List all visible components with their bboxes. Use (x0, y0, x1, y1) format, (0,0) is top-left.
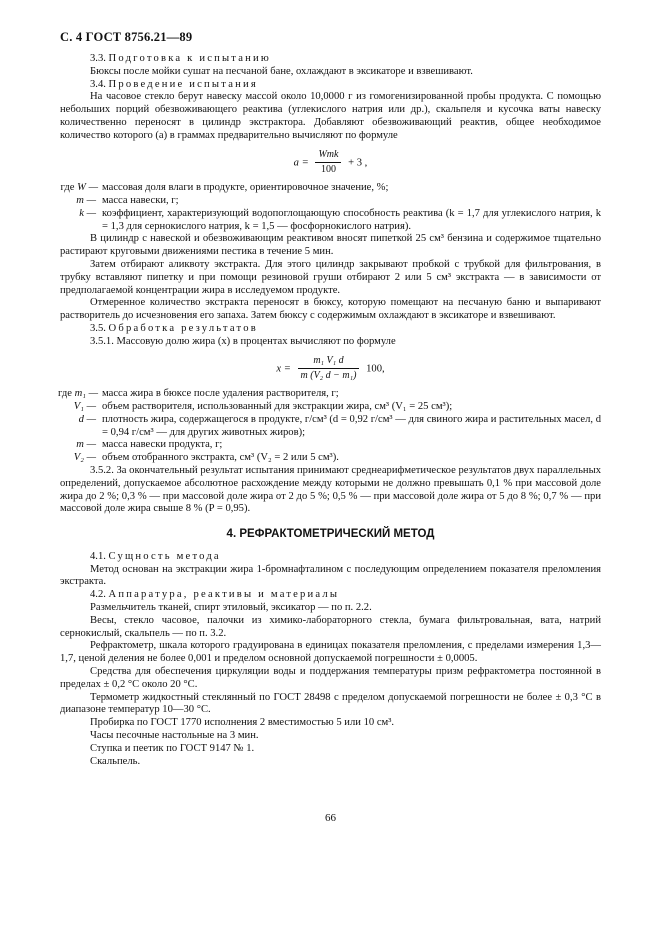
section-title: Аппаратура, реактивы и материалы (108, 589, 340, 601)
formula-fraction (298, 355, 360, 384)
list-item: Средства для обеспечения циркуляции воды и поддержания температуры призм рефрактометра постоянной в пределах ± 0,2 °С около 20 °С. (60, 666, 601, 690)
paragraph: Отмеренное количество экстракта переносят в бюксу, которую помещают на песчаную баню и выпаривают растворитель до исчезновения его запаха. Затем бюксу с содержимым охлаждают в эксикаторе и взвешивают. (60, 297, 601, 322)
definition-text: масса навески, г; (102, 194, 179, 206)
paragraph: Затем отбирают аликвоту экстракта. Для этого цилиндр закрывают пробкой с трубкой для фильтрования, в трубку вставляют пипетку и при помощи резиновой груши отбирают 2 или 5 см³ экстракта — в зависимости от предполагаемой концентрации жира в исследуемом продукте. (60, 258, 601, 296)
list-item: Термометр жидкостный стеклянный по ГОСТ 28498 с пределом допускаемой погрешности не более ± 0,3 °С в диапазоне температур 10—30 °С. (60, 691, 601, 716)
page-body (60, 53, 601, 768)
definition-V1 (60, 401, 601, 414)
section-number: 3.4. (90, 78, 106, 90)
definition-symbol: m — (76, 439, 96, 451)
definition-symbol (58, 182, 98, 195)
where-word: где (60, 182, 75, 194)
paragraph: Метод основан на экстракции жира 1-бромнафталином с последующим определением показателя преломления экстракта. (60, 563, 601, 588)
definition-symbol (58, 388, 98, 401)
definition-text: масса навески продукта, г; (102, 439, 223, 451)
definition-V2 (60, 452, 601, 465)
section-4-heading: 4. РЕФРАКТОМЕТРИЧЕСКИЙ МЕТОД (226, 528, 435, 541)
formula-numerator: m₁ V₁ d (298, 355, 360, 370)
definition-m (60, 439, 601, 452)
formula-fraction (315, 149, 341, 178)
list-item: Размельчитель тканей, спирт этиловый, эксикатор — по п. 2.2. (90, 602, 372, 614)
section-3-4-heading (60, 79, 601, 92)
formula-rest: + 3 , (348, 157, 368, 169)
section-3-3-heading (60, 53, 601, 66)
section-title: Подготовка к испытанию (108, 53, 272, 64)
definition-symbol: d — (78, 413, 96, 425)
definition-symbol: V₁ — (73, 400, 96, 412)
page-number: 66 (325, 812, 336, 824)
paragraph: 3.5.2. За окончательный результат испытания принимают среднеарифметическое результатов двух параллельных определений, допускаемое абсолютное расхождение между которыми не должно превышать 0,1 % при массовой доле жира до 2 %; 0,3 % — при массовой доле жира от 2 до 5 %; 0,5 % — при массовой доле жира от 5 до 8 %; 0,7 % — при массовой доле жира свыше 8 % (P = 0,95). (60, 464, 601, 515)
section-3-5-heading (60, 323, 601, 336)
paragraph: Бюксы после мойки сушат на песчаной бане, охлаждают в эксикаторе и взвешивают. (90, 65, 473, 77)
symbol-text: m₁ — (74, 388, 98, 400)
paragraph: В цилиндр с навеской и обезвоживающим реактивом вносят пипеткой 25 см³ бензина и содержимое тщательно растирают круговыми движениями пестика в течение 5 мин. (60, 233, 601, 258)
page-header: С. 4 ГОСТ 8756.21—89 (60, 30, 193, 44)
section-title: Проведение испытания (108, 78, 258, 90)
definition-text: массовая доля влаги в продукте, ориентировочное значение, %; (102, 182, 389, 194)
section-4-2-heading (60, 589, 601, 602)
formula-numerator: Wmk (315, 149, 341, 164)
paragraph: 3.5.1. Массовую долю жира (x) в процентах вычисляют по формуле (90, 335, 396, 347)
definition-text: объем отобранного экстракта, см³ (V₂ = 2 или 5 см³). (102, 452, 339, 464)
definition-symbol: k — (79, 207, 96, 219)
section-number: 3.5. (90, 322, 106, 334)
section-title: Обработка результатов (108, 322, 258, 334)
definition-text: плотность жира, содержащегося в продукте, г/см³ (d = 0,92 г/см³ — для свиного жира и растительных масел, d = 0,94 г/см³ — для других животных жиров); (102, 413, 601, 438)
formula-a (60, 149, 601, 178)
definition-symbol: V₂ — (73, 452, 96, 464)
definition-k (60, 208, 601, 234)
formula-lhs: x = (276, 363, 291, 375)
formula-denominator: 100 (320, 164, 336, 176)
definition-W (60, 182, 601, 195)
definition-text: объем растворителя, использованный для экстракции жира, см³ (V₁ = 25 см³); (102, 400, 453, 412)
definition-text: коэффициент, характеризующий водопоглощающую способность реактива (k = 1,7 для углекислого натрия, k = 1,3 для сернокислого натрия, k = 1,5 — фосфорнокислого натрия). (102, 207, 601, 232)
list-item: Пробирка по ГОСТ 1770 исполнения 2 вместимостью 5 или 10 см³. (90, 717, 395, 729)
formula-denominator: m (V₂ d − m₁) (300, 370, 357, 382)
list-item: Рефрактометр, шкала которого градуирована в единицах показателя преломления, с пределами измерения 1,3—1,7, ценой деления не более 0,001 и пределом основной допускаемой погрешности ± 0,0005. (60, 640, 601, 665)
list-item: Скальпель. (90, 755, 141, 767)
list-item: Часы песочные настольные на 3 мин. (90, 730, 259, 742)
definition-symbol: m — (76, 194, 96, 206)
symbol-text: W — (77, 182, 98, 194)
definition-m1 (60, 388, 601, 401)
list-item: Весы, стекло часовое, палочки из химико-лабораторного стекла, бумага фильтровальная, вата, натрий сернокислый, скальпель — по п. 3.2. (60, 614, 601, 639)
definition-d (60, 414, 601, 440)
section-4-1-heading (60, 551, 601, 564)
definition-m (60, 195, 601, 208)
formula-rest: 100, (366, 363, 385, 375)
definition-text: масса жира в бюксе после удаления растворителя, г; (102, 388, 339, 400)
formula-lhs: a = (293, 157, 309, 169)
section-number: 3.3. (90, 53, 106, 64)
section-number: 4.1. (90, 550, 106, 562)
where-word: где (58, 388, 72, 400)
list-item: Ступка и пеетик по ГОСТ 9147 № 1. (90, 742, 255, 754)
section-title: Сущность метода (108, 550, 221, 562)
section-number: 4.2. (90, 589, 106, 601)
paragraph: На часовое стекло берут навеску массой около 10,0000 г из гомогенизированной пробы продукта. С помощью небольших порций обезвоживающего реактива (углекислого натрия или др.), скальпеля и кусочка ваты навеску количественно переносят в цилиндр экстрактора. Добавляют обезвоживающий реактив, общее необходимое количество которого (a) в граммах предварительно вычисляют по формуле (60, 91, 601, 141)
formula-x (60, 355, 601, 384)
